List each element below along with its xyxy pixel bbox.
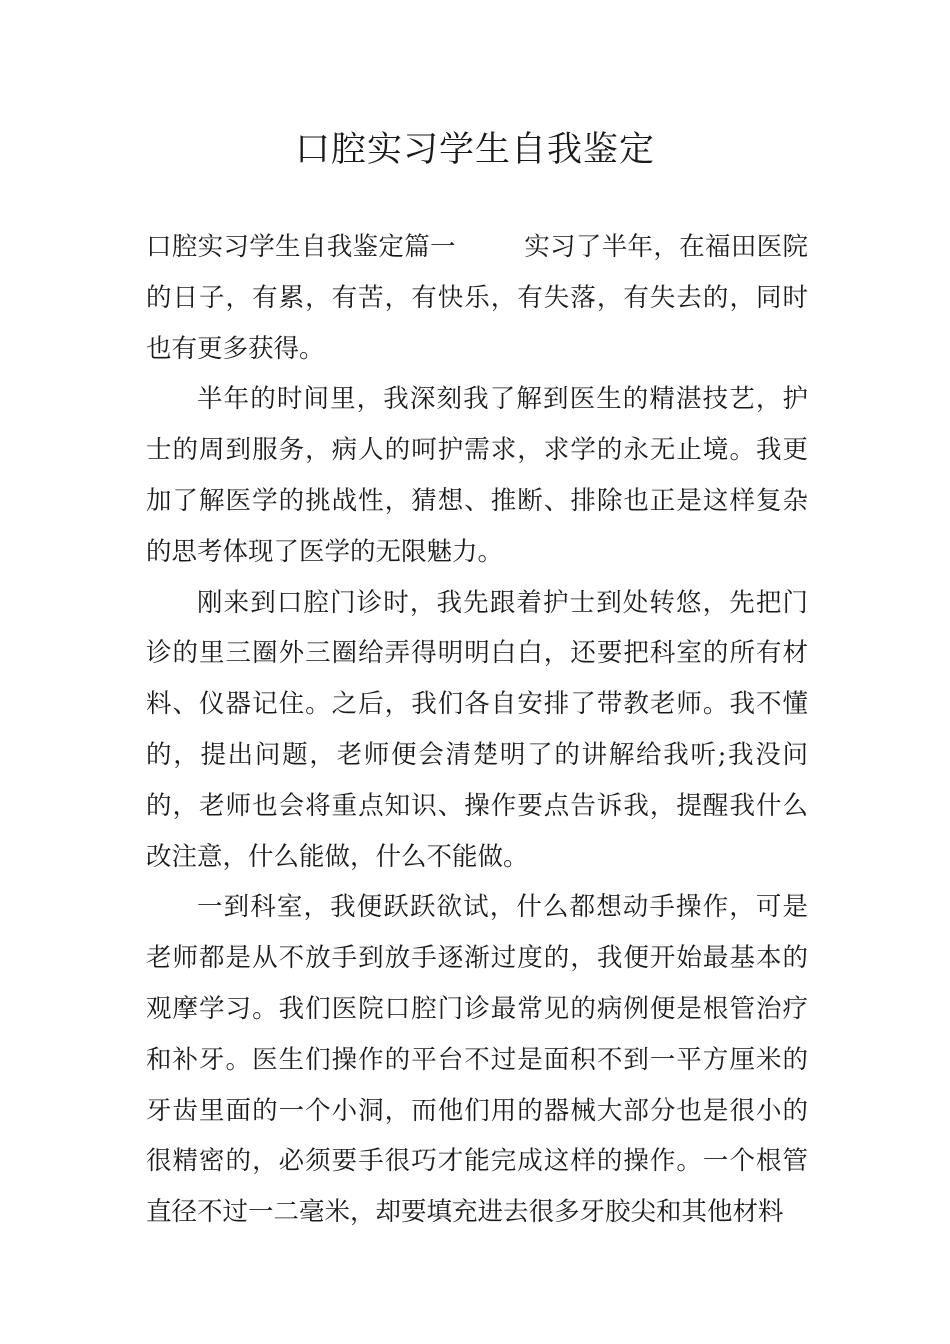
document-body (146, 222, 808, 1238)
paragraph-1-text: 实习了半年，在福田医院的日子，有累，有苦，有快乐，有失落，有失去的，同时也有更多获得。 (146, 232, 808, 364)
paragraph-3: 刚来到口腔门诊时，我先跟着护士到处转悠，先把门诊的里三圈外三圈给弄得明明白白，还要把科室的所有材料、仪器记住。之后，我们各自安排了带教老师。我不懂的，提出问题，老师便会清楚明了的讲解给我听;我没问的，老师也会将重点知识、操作要点告诉我，提醒我什么改注意，什么能做，什么不能做。 (146, 587, 808, 872)
document-title: 口腔实习学生自我鉴定 (294, 130, 655, 170)
paragraph-2: 半年的时间里，我深刻我了解到医生的精湛技艺，护士的周到服务，病人的呵护需求，求学的永无止境。我更加了解医学的挑战性，猜想、推断、排除也正是这样复杂的思考体现了医学的无限魅力。 (146, 384, 808, 567)
intro-heading: 口腔实习学生自我鉴定篇一 (146, 232, 456, 262)
paragraph-1 (146, 222, 808, 374)
paragraph-4: 一到科室，我便跃跃欲试，什么都想动手操作，可是老师都是从不放手到放手逐渐过度的，我便开始最基本的观摩学习。我们医院口腔门诊最常见的病例便是根管治疗和补牙。医生们操作的平台不过是面积不到一平方厘米的牙齿里面的一个小洞，而他们用的器械大部分也是很小的很精密的，必须要手很巧才能完成这样的操作。一个根管直径不过一二毫米，却要填充进去很多牙胶尖和其他材料 (146, 892, 808, 1228)
